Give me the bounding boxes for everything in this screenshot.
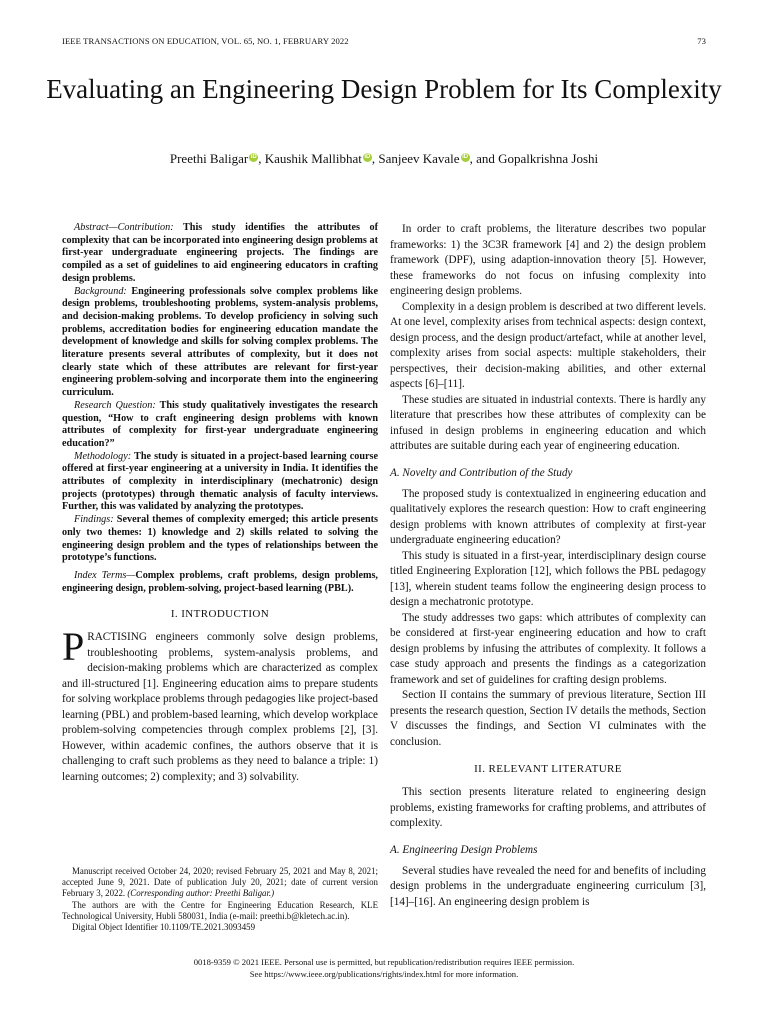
subsection-heading-novelty: A. Novelty and Contribution of the Study xyxy=(390,466,573,479)
drop-cap: P xyxy=(62,624,85,670)
section-heading-relevant-literature: II. RELEVANT LITERATURE xyxy=(474,763,622,775)
orcid-icon[interactable]: iD xyxy=(364,154,371,160)
left-column xyxy=(62,222,378,785)
first-page-footnote xyxy=(62,866,378,933)
section-heading-introduction: I. INTRODUCTION xyxy=(170,608,270,621)
author-name: Preethi Baligar xyxy=(169,151,249,166)
introduction-body xyxy=(62,624,378,785)
subsection-heading-design-problems: A. Engineering Design Problems xyxy=(390,843,538,856)
rights-link-line: See https://www.ieee.org/publications/rights/index.html for more information. xyxy=(249,968,519,979)
body-paragraph: The proposed study is contextualized in engineering education and qualitatively explores the research question: How to craft engineering design problems with known attributes of complexity at first-year undergraduate engineering education? xyxy=(390,487,706,546)
index-terms: Index Terms—Complex problems, craft problems, design problems, engineering design, problem-solving, project-based learning (PBL). xyxy=(62,569,378,594)
abstract-background: Background: Engineering professionals solve complex problems like design problems, troubleshooting problems, system-analysis problems, and decision-making problems. To develop proficiency in solving such problems, accreditation bodies for engineering education mandate the development of knowledge and skills for solving complex problems. The literature presents several attributes of complexity, but it does not clearly state which of these attributes are relevant for first-year engineering problem-solving and incorporate them into the engineering curriculum. xyxy=(62,285,378,399)
right-column xyxy=(390,222,706,910)
orcid-icon[interactable]: iD xyxy=(462,154,469,160)
body-paragraph: These studies are situated in industrial contexts. There is hardly any literature that prescribes how these attributes of complexity can be infused in design problems in engineering education and which attributes are suitable during each year of engineering education. xyxy=(390,393,706,452)
abstract-findings: Findings: Several themes of complexity emerged; this article presents only two themes: 1) knowledge and 2) skills related to solving the engineering design problem and the types of relationships between the prototype’s functions. xyxy=(62,514,378,564)
abstract xyxy=(62,222,378,595)
footnote-manuscript: Manuscript received October 24, 2020; revised February 25, 2021 and May 8, 2021; accepted June 9, 2021. Date of publication July 20, 2021; date of current version February 3, 2022. (Corresponding author: Preethi Baligar.) xyxy=(62,866,378,899)
footnote-doi: Digital Object Identifier 10.1109/TE.2021.3093459 xyxy=(72,922,256,933)
body-paragraph: The study addresses two gaps: which attributes of complexity can be considered at first-year engineering education and how to craft design problems by infusing the attributes of complexity. It follows a case study approach and presents the findings as a categorization framework and set of guidelines for crafting design problems. xyxy=(390,611,706,686)
body-paragraph: Section II contains the summary of previous literature, Section III presents the research question, Section IV details the methods, Section V discusses the findings, and Section VI culminates with the conclusion. xyxy=(390,689,706,748)
copyright-notice xyxy=(40,957,728,980)
body-paragraph: Several studies have revealed the need for and benefits of including design problems in the undergraduate engineering curriculum [3], [14]–[16]. An engineering design problem is xyxy=(390,864,706,908)
abstract-methodology: Methodology: The study is situated in a project-based learning course offered at first-year engineering at a university in India. It identifies the attributes of complexity in interdisciplinary (mechatronic) design projects (prototypes) through thematic analysis of faculty interviews. Further, this was validated by analyzing the prototypes. xyxy=(62,450,378,513)
abstract-research-question: Research Question: This study qualitatively investigates the research question, “How to craft engineering design problems with known attributes of complexity for first-year undergraduate engineering education?” xyxy=(62,399,378,449)
author-name: Kaushik Mallibhat xyxy=(264,151,362,166)
page-number: 73 xyxy=(697,36,706,46)
body-paragraph: This section presents literature related to engineering design problems, existing frameworks for crafting problems, and attributes of complexity. xyxy=(390,786,706,829)
abstract-contribution: Abstract—Contribution: This study identifies the attributes of complexity that can be incorporated into engineering design problems at first-year undergraduate engineering projects. The findings are compiled as a set of guidelines to aid engineering educators in crafting design problems. xyxy=(62,222,378,284)
author-list: Preethi Baligar iD , Kaushik Mallibhat iD , Sanjeev Kavale iD , and Gopalkrishna Joshi xyxy=(169,151,599,166)
journal-name: IEEE TRANSACTIONS ON EDUCATION, VOL. 65, NO. 1, FEBRUARY 2022 xyxy=(62,36,349,46)
footnote-affiliation: The authors are with the Centre for Engineering Education Research, KLE Technological University, Hubli 580031, India (e-mail: preethi.b@kletech.ac.in). xyxy=(62,899,378,921)
copyright-line: 0018-9359 © 2021 IEEE. Personal use is permitted, but republication/redistribution requires IEEE permission. xyxy=(193,957,575,967)
orcid-icon[interactable]: iD xyxy=(250,154,257,160)
paper-title: Evaluating an Engineering Design Problem for Its Complexity xyxy=(46,74,722,104)
body-paragraph: In order to craft problems, the literature describes two popular frameworks: 1) the 3C3R framework [4] and 2) the design problem framework (DPF), using adaption-innovation theory [5]. However, these frameworks do not focus on infusing complexity into engineering design problems. xyxy=(390,223,706,297)
author-name: Sanjeev Kavale xyxy=(378,151,460,166)
author-name: Gopalkrishna Joshi xyxy=(498,151,599,166)
body-paragraph: This study is situated in a first-year, interdisciplinary design course titled Engineering Exploration [12], which follows the PBL pedagogy [13], wherein student teams follow the engineering design process to design a mechatronic prototype. xyxy=(390,549,706,608)
running-header xyxy=(62,36,706,46)
body-paragraph: Complexity in a design problem is described at two different levels. At one level, complexity arises from technical aspects: design context, design process, and the design product/artefact, while at another level, complexity arises from social aspects: multiple stakeholders, their perspectives, their decision-making abilities, and other external aspects [6]–[11]. xyxy=(390,300,706,390)
introduction-paragraph: PRACTISING engineers commonly solve design problems, troubleshooting problems, system-analysis problems, and decision-making problems which are characterized as complex and ill-structured [1]. Engineering education aims to prepare students for solving workplace problems through pedagogies like project-based learning (PBL) and problem-based learning, which develop workplace problem-solving competencies through complex problems [2], [3]. However, within academic confines, the authors observe that it is challenging to craft such problems as they need to balance a triple: 1) learning outcomes; 2) complexity; and 3) solvability. xyxy=(62,624,378,783)
